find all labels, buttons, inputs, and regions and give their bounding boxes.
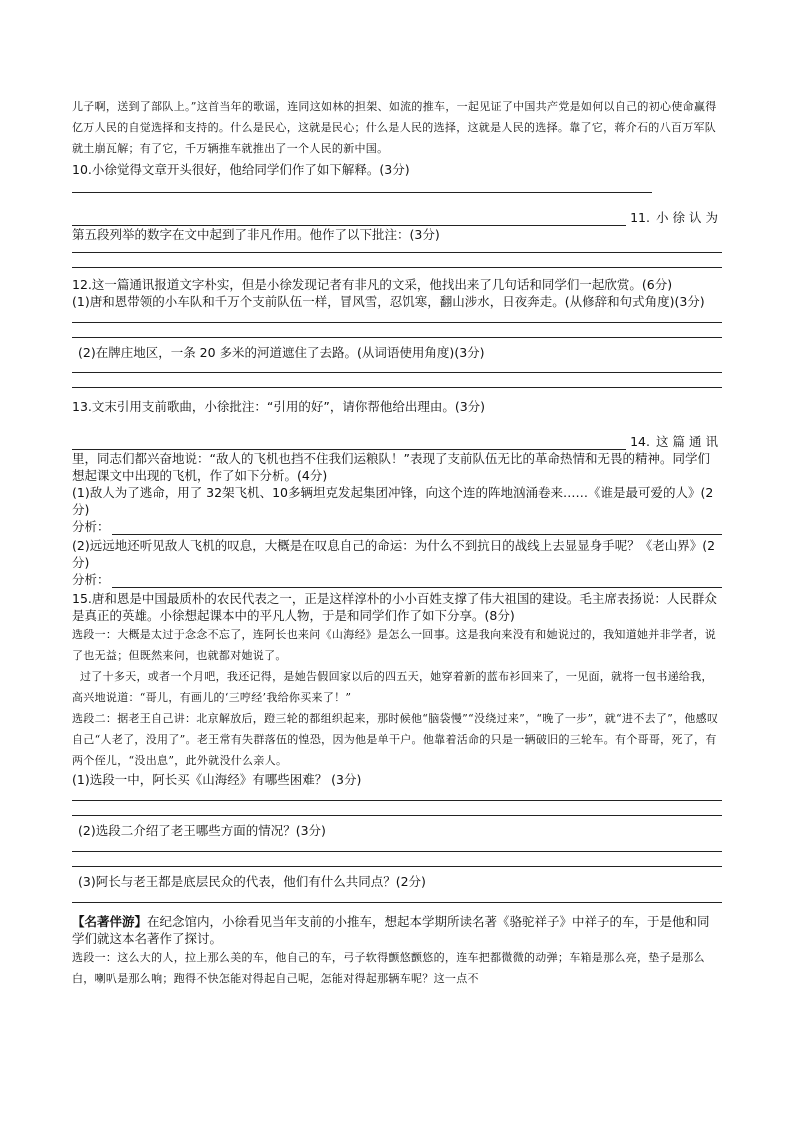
answer-line-12-1b[interactable] <box>72 337 722 338</box>
question-12-2: (2)在牌庄地区，一条 20 多米的河道遮住了去路。(从词语使用角度)(3分) <box>78 345 485 360</box>
question-14-lead: 这篇通讯 <box>655 434 722 449</box>
question-12: 12.这一篇通讯报道文字朴实，但是小徐发现记者有非凡的文采，他找出来了几句话和同学们一起欣赏。(6分) <box>72 277 673 292</box>
answer-line-12-1a[interactable] <box>72 322 722 323</box>
question-14-number: 14. <box>630 434 650 449</box>
answer-line-12-2a[interactable] <box>72 372 722 373</box>
question-11-number: 11. <box>630 210 650 225</box>
answer-line-15-1a[interactable] <box>72 800 722 801</box>
answer-lines-11 <box>72 243 722 268</box>
question-14-1: (1)敌人为了逃命，用了 32架飞机、10多辆坦克发起集团冲锋，向这个连的阵地汹涌卷来……《谁是最可爱的人》(2分) <box>72 485 714 517</box>
answer-line-15-2b[interactable] <box>72 866 722 867</box>
answer-line-14-1[interactable] <box>112 521 722 535</box>
reading-section <box>72 913 722 947</box>
answer-line-14-2[interactable] <box>112 574 722 588</box>
analysis-label-14-1: 分析： <box>72 519 110 534</box>
reading-excerpt-1: 选段一：这么大的人，拉上那么美的车，他自己的车，弓子软得颤悠颤悠的，连车把都微微的动弹；车箱是那么亮，垫子是那么白，喇叭是那么响；跑得不快怎能对得起自己呢，怎能对得起那辆车呢？这一点不 <box>72 951 705 985</box>
passage-ending: 儿子啊，送到了部队上。”这首当年的歌谣，连同这如林的担架、如流的推车，一起见证了中国共产党是如何以自己的初心使命赢得亿万人民的自觉选择和支持的。什么是民心，这就是民心；什么是人民的选择，这就是人民的选择。靠了它，蒋介石的八百万军队就土崩瓦解；有了它，千万辆推车就推出了一个人民的新中国。 <box>72 100 717 155</box>
question-15-3: (3)阿长与老王都是底层民众的代表，他们有什么共同点？(2分) <box>78 874 426 889</box>
answer-lines-15-1 <box>72 788 722 816</box>
answer-line-12-2b[interactable] <box>72 387 722 388</box>
excerpt-15-1: 选段一：大概是太过于念念不忘了，连阿长也来问《山海经》是怎么一回事。这是我向来没有和她说过的，我知道她并非学者，说了也无益；但既然来问，也就都对她说了。 <box>72 628 717 662</box>
answer-line-11a[interactable] <box>72 252 722 253</box>
excerpt-15-1b: 过了十多天，或者一个月吧，我还记得，是她告假回家以后的四五天，她穿着新的蓝布衫回来了，一见面，就将一包书递给我，高兴地说道：“哥儿，有画儿的‘三哼经’我给你买来了！” <box>72 670 713 704</box>
question-14-2: (2)远远地还听见敌人飞机的叹息，大概是在叹息自己的命运：为什么不到抗日的战线上去显显身手呢？《老山界》(2分) <box>72 538 716 570</box>
question-11-lead: 小徐认为 <box>655 210 722 225</box>
content-column <box>72 96 722 989</box>
analysis-row-14-1 <box>72 518 722 535</box>
reading-heading: 【名著伴游】 <box>72 914 148 929</box>
answer-line-15-2a[interactable] <box>72 851 722 852</box>
answer-lines-12-1 <box>72 310 722 338</box>
analysis-row-14-2 <box>72 571 722 588</box>
answer-line-13[interactable] <box>72 435 626 450</box>
analysis-label-14-2: 分析： <box>72 572 110 587</box>
answer-lines-12-2 <box>72 361 722 388</box>
answer-line-10b[interactable] <box>72 211 626 226</box>
question-14: 里，同志们都兴奋地说：“敌人的飞机也挡不住我们运粮队！”表现了支前队伍无比的革命热情和无畏的精神。同学们想起课文中出现的飞机，作了如下分析。(4分) <box>72 451 710 483</box>
question-15-1: (1)选段一中，阿长买《山海经》有哪些困难？ (3分) <box>72 772 362 787</box>
answer-line-11b[interactable] <box>72 267 722 268</box>
excerpt-15-2: 选段二：据老王自己讲：北京解放后，蹬三轮的都组织起来，那时候他“脑袋慢”“没绕过来”，“晚了一步”，就“进不去了”，他感叹自己“人老了，没用了”。老王常有失群落伍的惶恐，因为他是单干户。他靠着活命的只是一辆破旧的三轮车。有个哥哥，死了，有两个侄儿，“没出息”，此外就没什么亲人。 <box>72 712 719 767</box>
reading-intro: 在纪念馆内，小徐看见当年支前的小推车，想起本学期所读名著《骆驼祥子》中祥子的车，于是他和同学们就这本名著作了探讨。 <box>72 914 710 946</box>
answer-line-15-1b[interactable] <box>72 815 722 816</box>
answer-line-10b-with-q11 <box>72 209 722 226</box>
answer-line-15-3a[interactable] <box>72 902 722 903</box>
question-15: 15.唐和恩是中国最质朴的农民代表之一，正是这样淳朴的小小百姓支撑了伟大祖国的建设。毛主席表扬说：人民群众是真正的英雄。小徐想起课本中的平凡人物，于是和同学们作了如下分享。(8分) <box>72 591 717 623</box>
answer-lines-15-2 <box>72 839 722 867</box>
question-11: 第五段列举的数字在文中起到了非凡作用。他作了以下批注：(3分) <box>72 227 440 242</box>
question-13: 13.文末引用支前歌曲，小徐批注：“引用的好”，请你帮他给出理由。(3分) <box>72 399 486 414</box>
answer-lines-15-3 <box>72 890 722 903</box>
answer-line-13-with-q14 <box>72 433 722 450</box>
question-12-1: (1)唐和恩带领的小车队和千万个支前队伍一样，冒风雪，忍饥寒，翻山涉水，日夜奔走。(从修辞和句式角度)(3分) <box>72 294 705 309</box>
question-15-2: (2)选段二介绍了老王哪些方面的情况？(3分) <box>78 823 326 838</box>
question-10: 10.小徐觉得文章开头很好，他给同学们作了如下解释。(3分) <box>72 162 410 177</box>
